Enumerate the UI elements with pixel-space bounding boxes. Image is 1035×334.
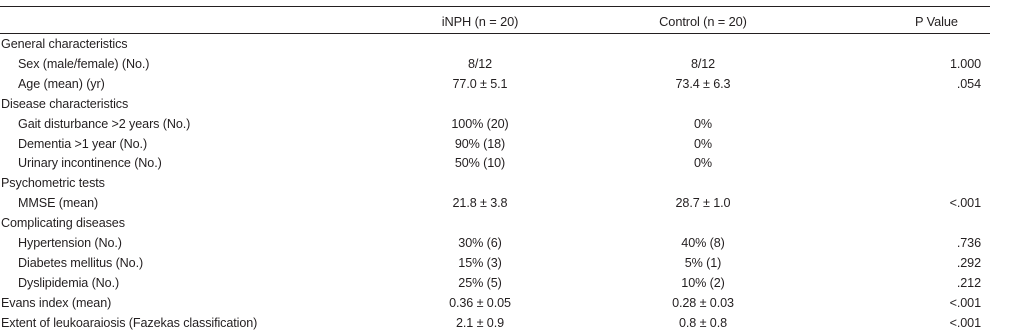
row-p-value: 1.000 — [949, 56, 981, 71]
table-top-rule — [0, 6, 990, 7]
row-p-value: <.001 — [949, 315, 981, 330]
table-row — [0, 233, 990, 253]
row-p-value: <.001 — [949, 295, 981, 310]
row-inph-value: 0.36 ± 0.05 — [449, 295, 511, 310]
table-section-row — [0, 293, 990, 313]
row-control-value: 0% — [693, 156, 712, 171]
row-p-value: .292 — [956, 255, 981, 270]
table-section-row — [0, 213, 990, 233]
row-inph-value: 15% (3) — [458, 255, 502, 270]
table-row — [0, 54, 990, 74]
table-section-row — [0, 34, 990, 54]
row-label: Diabetes mellitus (No.) — [18, 255, 144, 270]
row-control-value: 0% — [693, 116, 712, 131]
row-control-value: 8/12 — [690, 56, 716, 71]
row-inph-value: 25% (5) — [458, 275, 502, 290]
row-label: Sex (male/female) (No.) — [18, 56, 150, 71]
row-inph-value: 100% (20) — [451, 116, 509, 131]
row-inph-value: 30% (6) — [458, 236, 502, 250]
row-label: Urinary incontinence (No.) — [18, 156, 162, 171]
row-inph-value: 21.8 ± 3.8 — [452, 196, 508, 211]
row-label: Age (mean) (yr) — [18, 76, 105, 91]
row-label: MMSE (mean) — [18, 196, 99, 211]
row-control-value: 5% (1) — [684, 255, 722, 270]
table-row — [0, 193, 990, 213]
row-control-value: 40% (8) — [681, 236, 725, 250]
table-section-row — [0, 94, 990, 114]
row-control-value: 0.8 ± 0.8 — [678, 315, 728, 330]
row-control-value: 10% (2) — [681, 275, 725, 290]
row-label: Dementia >1 year (No.) — [18, 136, 148, 151]
table-header-row — [0, 12, 990, 32]
header-inph: iNPH (n = 20) — [441, 14, 519, 29]
header-control: Control (n = 20) — [659, 14, 747, 29]
row-control-value: 73.4 ± 6.3 — [675, 76, 731, 91]
row-label: General characteristics — [1, 37, 128, 51]
table-section-row — [0, 313, 990, 333]
row-p-value: <.001 — [949, 196, 981, 211]
table-row — [0, 273, 990, 293]
row-p-value: .054 — [956, 76, 981, 91]
row-label: Evans index (mean) — [1, 295, 112, 310]
table-row — [0, 153, 990, 173]
row-label: Extent of leukoaraiosis (Fazekas classification) — [1, 315, 258, 330]
header-p-value: P Value — [915, 14, 958, 29]
row-inph-value: 77.0 ± 5.1 — [452, 76, 508, 91]
row-label: Complicating diseases — [1, 216, 125, 231]
table-row — [0, 253, 990, 273]
row-control-value: 0.28 ± 0.03 — [672, 295, 734, 310]
row-inph-value: 50% (10) — [454, 156, 506, 171]
row-label: Dyslipidemia (No.) — [18, 275, 120, 290]
row-control-value: 0% — [693, 136, 712, 151]
row-label: Gait disturbance >2 years (No.) — [18, 116, 191, 131]
table-row — [0, 114, 990, 134]
table-row — [0, 134, 990, 154]
row-label: Disease characteristics — [1, 96, 129, 111]
row-p-value: .212 — [956, 275, 981, 290]
table-section-row — [0, 173, 990, 193]
row-inph-value: 90% (18) — [454, 136, 506, 151]
row-p-value: .736 — [956, 236, 981, 250]
row-label: Hypertension (No.) — [18, 236, 122, 250]
row-label: Psychometric tests — [1, 176, 105, 191]
row-control-value: 28.7 ± 1.0 — [675, 196, 731, 211]
table-row — [0, 74, 990, 94]
row-inph-value: 2.1 ± 0.9 — [455, 315, 505, 330]
row-inph-value: 8/12 — [467, 56, 493, 71]
